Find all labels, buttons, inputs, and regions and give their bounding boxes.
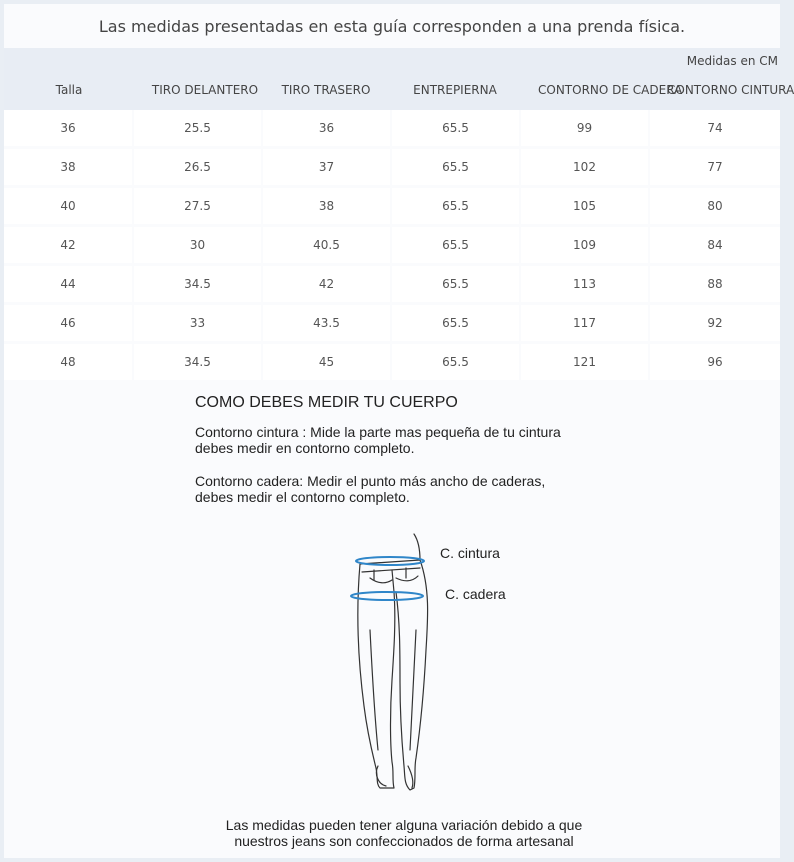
size-guide-panel	[4, 4, 794, 858]
cell-tiro-trasero: 37	[263, 149, 390, 185]
table-row	[4, 266, 780, 305]
cell-tiro-delantero: 34.5	[134, 266, 261, 302]
cell-talla: 48	[4, 344, 132, 380]
cell-tiro-trasero: 40.5	[263, 227, 390, 263]
cell-talla: 46	[4, 305, 132, 341]
cell-contorno-cintura: 80	[650, 188, 780, 224]
header-contorno-cadera: CONTORNO DE CADERA	[538, 83, 683, 97]
intro-text: Las medidas presentadas en esta guía corresponden a una prenda física.	[98, 16, 686, 36]
cell-contorno-cadera: 99	[521, 110, 648, 146]
hip-instruction	[195, 473, 595, 505]
table-row	[4, 305, 780, 344]
cell-entrepierna: 65.5	[392, 227, 519, 263]
cell-contorno-cadera: 102	[521, 149, 648, 185]
waist-instruction-line-1: Contorno cintura : Mide la parte mas pequeña de tu cintura	[195, 424, 561, 440]
header-contorno-cintura: CONTORNO CINTURA	[667, 83, 794, 97]
table-header	[4, 48, 794, 110]
header-talla: Talla	[55, 83, 83, 97]
cell-entrepierna: 65.5	[392, 266, 519, 302]
waist-instruction-line-2: debes medir en contorno completo.	[195, 440, 415, 456]
jeans-illustration	[334, 530, 444, 794]
waist-label: C. cintura	[440, 545, 500, 561]
cell-contorno-cintura: 74	[650, 110, 780, 146]
table-row	[4, 344, 780, 383]
cell-tiro-delantero: 33	[134, 305, 261, 341]
footer-note	[174, 817, 634, 849]
cell-contorno-cintura: 77	[650, 149, 780, 185]
cell-talla: 42	[4, 227, 132, 263]
footer-line-1: Las medidas pueden tener alguna variación debido a que	[225, 817, 583, 833]
cell-talla: 36	[4, 110, 132, 146]
cell-tiro-trasero: 43.5	[263, 305, 390, 341]
cell-contorno-cintura: 96	[650, 344, 780, 380]
hip-label: C. cadera	[445, 586, 506, 602]
units-note: Medidas en CM	[686, 54, 778, 68]
cell-tiro-trasero: 42	[263, 266, 390, 302]
cell-talla: 38	[4, 149, 132, 185]
cell-entrepierna: 65.5	[392, 305, 519, 341]
header-entrepierna: ENTREPIERNA	[413, 83, 497, 97]
cell-contorno-cadera: 121	[521, 344, 648, 380]
cell-tiro-delantero: 25.5	[134, 110, 261, 146]
guide-title: COMO DEBES MEDIR TU CUERPO	[195, 394, 458, 411]
cell-tiro-delantero: 30	[134, 227, 261, 263]
cell-talla: 40	[4, 188, 132, 224]
cell-contorno-cintura: 92	[650, 305, 780, 341]
cell-tiro-trasero: 38	[263, 188, 390, 224]
table-row	[4, 227, 780, 266]
cell-contorno-cadera: 117	[521, 305, 648, 341]
cell-contorno-cintura: 88	[650, 266, 780, 302]
cell-entrepierna: 65.5	[392, 110, 519, 146]
footer-line-2: nuestros jeans son confeccionados de forma artesanal	[234, 833, 574, 849]
table-row	[4, 149, 780, 188]
cell-tiro-delantero: 27.5	[134, 188, 261, 224]
table-row	[4, 110, 780, 149]
size-table-body	[4, 110, 780, 383]
cell-entrepierna: 65.5	[392, 344, 519, 380]
cell-tiro-delantero: 26.5	[134, 149, 261, 185]
waist-instruction	[195, 424, 595, 456]
cell-tiro-trasero: 36	[263, 110, 390, 146]
cell-tiro-delantero: 34.5	[134, 344, 261, 380]
cell-tiro-trasero: 45	[263, 344, 390, 380]
header-tiro-trasero: TIRO TRASERO	[281, 83, 371, 97]
hip-instruction-line-2: debes medir el contorno completo.	[195, 489, 410, 505]
cell-contorno-cadera: 113	[521, 266, 648, 302]
cell-contorno-cintura: 84	[650, 227, 780, 263]
header-tiro-delantero: TIRO DELANTERO	[151, 83, 259, 97]
cell-entrepierna: 65.5	[392, 188, 519, 224]
cell-entrepierna: 65.5	[392, 149, 519, 185]
cell-talla: 44	[4, 266, 132, 302]
hip-instruction-line-1: Contorno cadera: Medir el punto más ancho de caderas,	[195, 473, 546, 489]
cell-contorno-cadera: 105	[521, 188, 648, 224]
table-row	[4, 188, 780, 227]
cell-contorno-cadera: 109	[521, 227, 648, 263]
